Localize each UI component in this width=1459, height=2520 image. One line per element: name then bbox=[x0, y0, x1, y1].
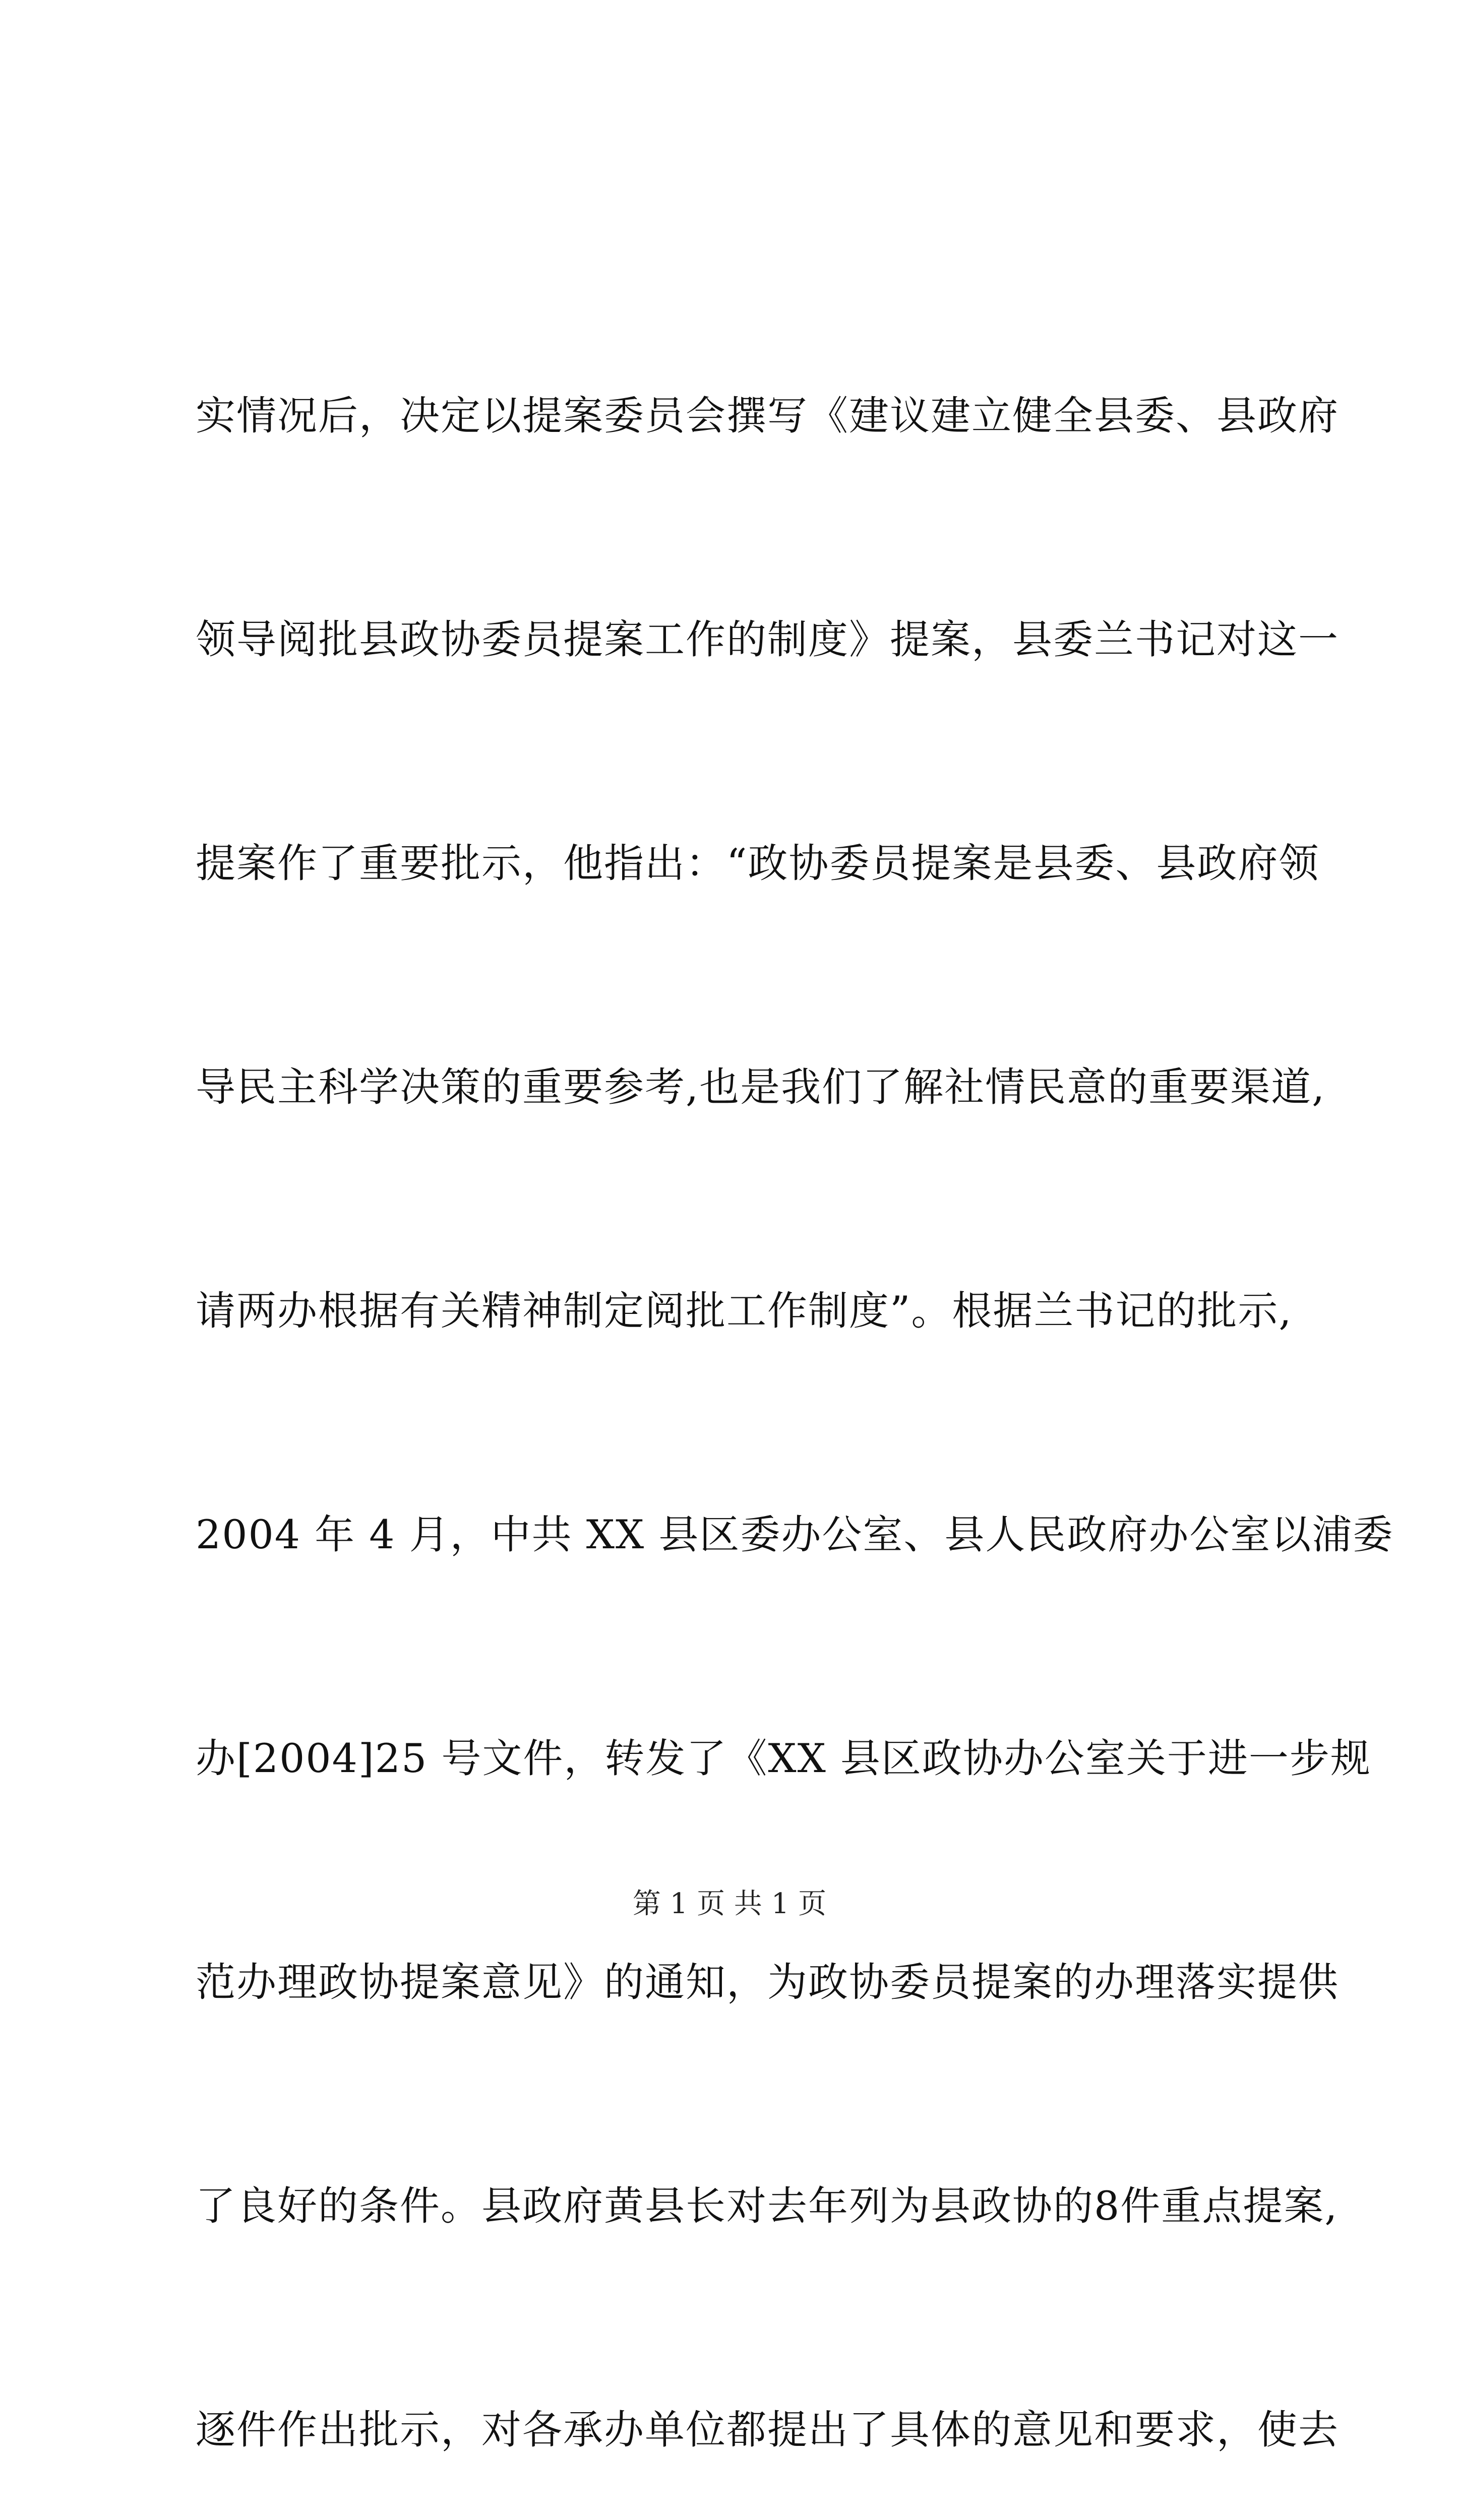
page-footer bbox=[0, 1884, 1459, 1924]
text-line: 逐件作出批示，对各承办单位都提出了具体的意见和要求，使去 bbox=[196, 2407, 1339, 2453]
text-line: 实情况后，决定以提案委员会撰写《建议建立健全县委、县政府 bbox=[196, 393, 1339, 439]
text-line: 2004 年 4 月，中共 XX 县区委办公室、县人民政府办公室以浦委 bbox=[196, 1511, 1394, 1558]
text-line: 请两办根据有关精神制定阅批工作制度”。根据兰书记的批示, bbox=[196, 1288, 1293, 1334]
page-number-label: 第 1 页 共 1 页 bbox=[632, 1887, 827, 1920]
text-line: 了良好的条件。县政府黄县长对去年列为县政协的8件重点提案, bbox=[196, 2183, 1339, 2229]
text-line: 导民主科学决策的重要参考,也是我们了解社情民意的重要渠道, bbox=[196, 1064, 1326, 1110]
paragraph-1 bbox=[196, 229, 1394, 2520]
document-body bbox=[196, 229, 1394, 2520]
text-line: 办[2004]25 号文件，转发了《XX 县区政协办公室关于进一步规 bbox=[196, 1735, 1371, 1782]
text-line: 范办理政协提案意见》的通知，为政协委员提案的办理落实提供 bbox=[196, 1959, 1339, 2005]
text-line: 提案作了重要批示，他指出：“政协委员提案是县委、县政府领 bbox=[196, 840, 1320, 887]
text-line: 领导阅批县政协委员提案工作的制度》提案，县委兰书记对这一 bbox=[196, 616, 1339, 663]
